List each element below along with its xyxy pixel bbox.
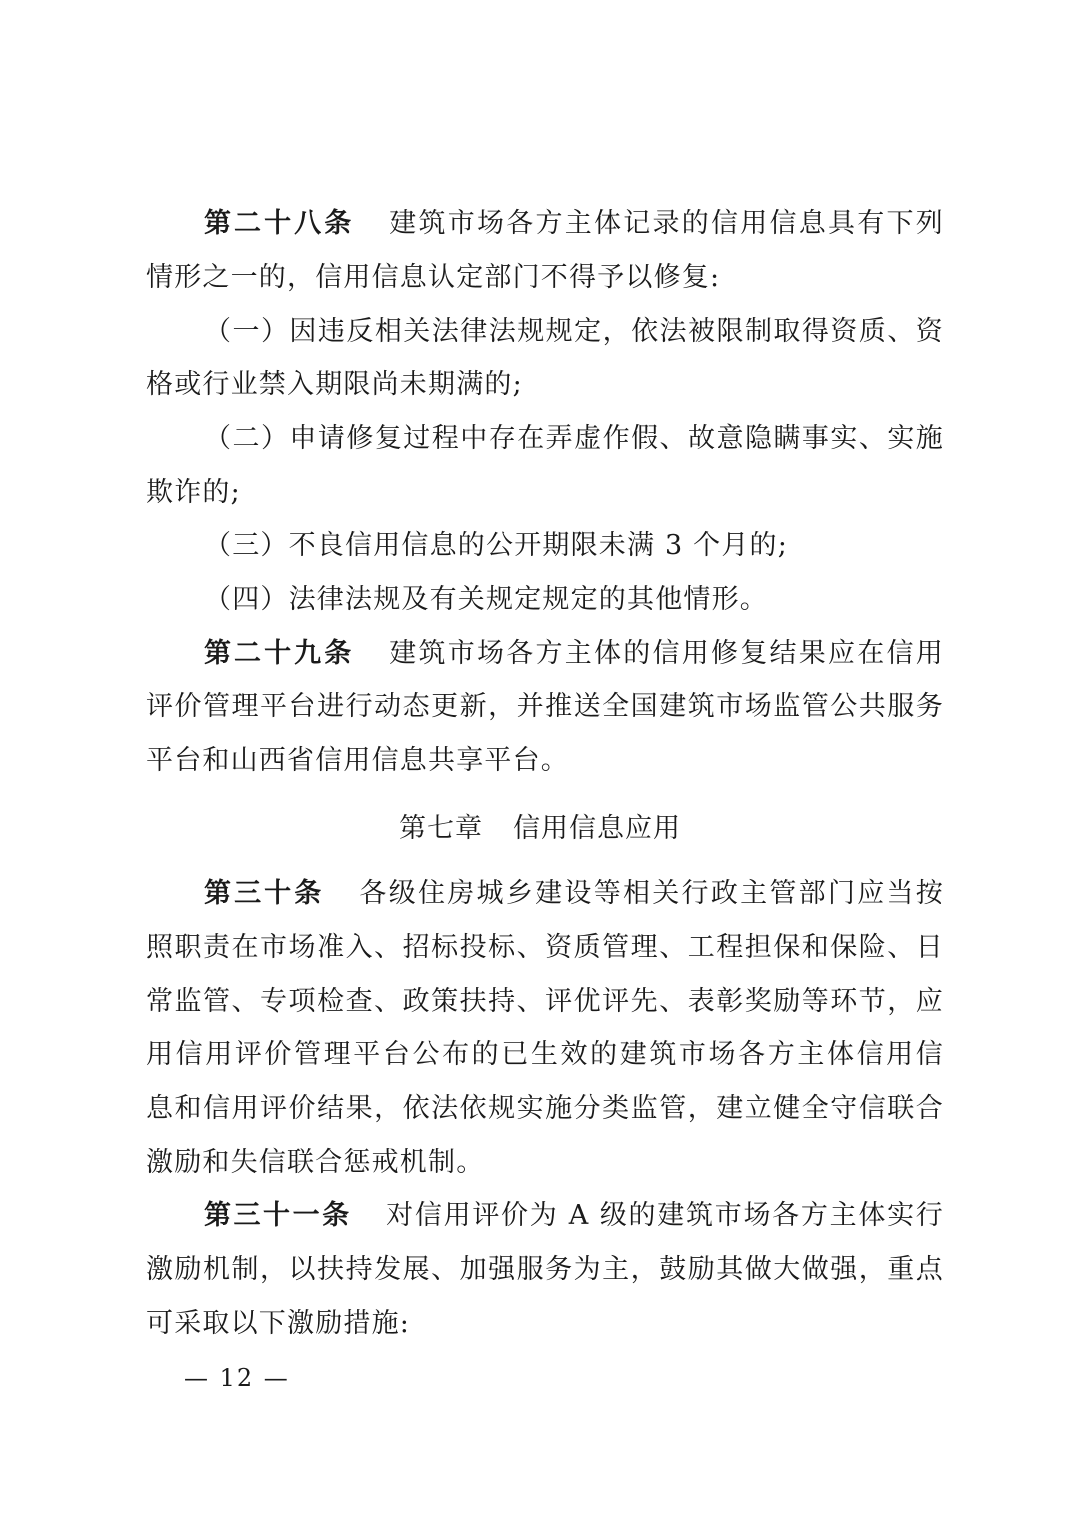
article-28-item-2-line-2: 欺诈的; bbox=[146, 477, 241, 508]
article-31-line-2: 激励机制，以扶持发展、加强服务为主，鼓励其做大做强，重点 bbox=[146, 1254, 944, 1285]
article-28-text-1: 建筑市场各方主体记录的信用信息具有下列 bbox=[388, 208, 944, 239]
article-30-line-5: 息和信用评价结果，依法依规实施分类监管，建立健全守信联合 bbox=[146, 1093, 944, 1124]
article-28-item-2-line-1: （二）申请修复过程中存在弄虚作假、故意隐瞒事实、实施 bbox=[204, 423, 944, 454]
article-31-number: 第三十一条 bbox=[204, 1200, 352, 1231]
article-28-item-1-line-2: 格或行业禁入期限尚未期满的; bbox=[146, 369, 523, 400]
article-28-item-4: （四）法律法规及有关规定规定的其他情形。 bbox=[204, 584, 768, 615]
article-30-text-1: 各级住房城乡建设等相关行政主管部门应当按 bbox=[358, 878, 945, 909]
chapter-number: 第七章 bbox=[399, 813, 483, 844]
article-30-line-4: 用信用评价管理平台公布的已生效的建筑市场各方主体信用信 bbox=[146, 1039, 944, 1070]
article-31-text-1: 对信用评价为 A 级的建筑市场各方主体实行 bbox=[385, 1200, 944, 1231]
article-30-line-6: 激励和失信联合惩戒机制。 bbox=[146, 1147, 485, 1178]
article-30-number: 第三十条 bbox=[204, 878, 325, 909]
article-28-item-3: （三）不良信用信息的公开期限未满 3 个月的; bbox=[204, 530, 789, 561]
article-31-line-1 bbox=[204, 1198, 944, 1234]
article-29-line-2: 评价管理平台进行动态更新，并推送全国建筑市场监管公共服务 bbox=[146, 691, 944, 722]
chapter-heading bbox=[0, 811, 1080, 847]
article-30-line-1 bbox=[204, 876, 944, 912]
article-28-number: 第二十八条 bbox=[204, 208, 355, 239]
article-30-line-2: 照职责在市场准入、招标投标、资质管理、工程担保和保险、日 bbox=[146, 932, 944, 963]
chapter-title: 信用信息应用 bbox=[513, 813, 681, 844]
article-29-text-1: 建筑市场各方主体的信用修复结果应在信用 bbox=[388, 638, 944, 669]
article-28-line-1 bbox=[204, 206, 944, 242]
article-29-line-1 bbox=[204, 636, 944, 672]
article-29-line-3: 平台和山西省信用信息共享平台。 bbox=[146, 745, 569, 776]
article-29-number: 第二十九条 bbox=[204, 638, 355, 669]
article-28-line-2: 情形之一的，信用信息认定部门不得予以修复: bbox=[146, 262, 721, 293]
article-30-line-3: 常监管、专项检查、政策扶持、评优评先、表彰奖励等环节，应 bbox=[146, 986, 944, 1017]
article-28-item-1-line-1: （一）因违反相关法律法规规定，依法被限制取得资质、资 bbox=[204, 316, 944, 347]
page-number: — 12 — bbox=[184, 1364, 290, 1392]
article-31-line-3: 可采取以下激励措施: bbox=[146, 1308, 411, 1339]
